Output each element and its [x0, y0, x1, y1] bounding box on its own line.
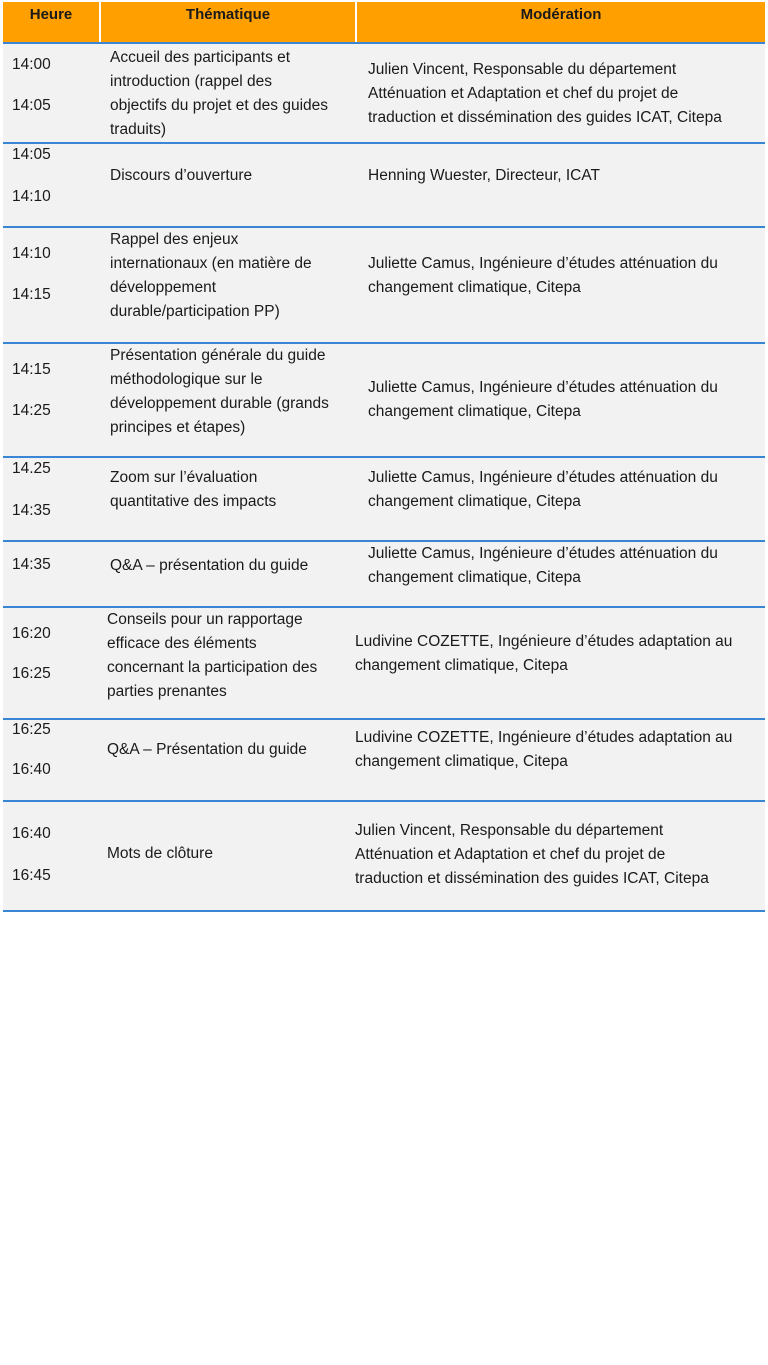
thematique-cell — [107, 608, 355, 704]
end-time: 16:25 — [12, 665, 51, 682]
moderation-line: Atténuation et Adaptation et chef du projet de — [355, 846, 666, 863]
thematique-line: quantitative des impacts — [110, 493, 277, 510]
moderation-cell — [368, 466, 763, 514]
start-time: 16:20 — [12, 625, 51, 642]
end-time: 14:35 — [12, 502, 51, 519]
start-time: 14:05 — [12, 146, 51, 163]
moderation-line: traduction et dissémination des guides ICAT, Citepa — [355, 870, 709, 887]
moderation-line: Juliette Camus, Ingénieure d’études atténuation du — [368, 469, 718, 486]
moderation-line: Juliette Camus, Ingénieure d’études atténuation du — [368, 255, 718, 272]
thematique-cell — [107, 842, 355, 866]
thematique-line: durable/participation PP) — [110, 303, 280, 320]
moderation-line: changement climatique, Citepa — [368, 569, 581, 586]
end-time: 16:45 — [12, 867, 51, 884]
start-time: 14:35 — [12, 556, 51, 573]
moderation-line: changement climatique, Citepa — [355, 753, 568, 770]
thematique-line: parties prenantes — [107, 683, 227, 700]
agenda-table — [3, 2, 765, 912]
table-header — [3, 2, 765, 44]
table-row — [3, 608, 765, 720]
thematique-line: Rappel des enjeux — [110, 231, 239, 248]
thematique-line: Discours d’ouverture — [110, 167, 253, 184]
moderation-line: Juliette Camus, Ingénieure d’études atténuation du — [368, 379, 718, 396]
thematique-cell — [110, 554, 358, 578]
moderation-cell — [355, 630, 750, 678]
thematique-line: objectifs du projet et des guides — [110, 97, 328, 114]
thematique-line: Zoom sur l’évaluation — [110, 469, 258, 486]
table-row — [3, 344, 765, 458]
moderation-cell — [368, 58, 763, 130]
thematique-line: Présentation générale du guide — [110, 347, 326, 364]
start-time: 16:25 — [12, 721, 51, 738]
thematique-line: principes et étapes) — [110, 419, 246, 436]
moderation-line: changement climatique, Citepa — [368, 403, 581, 420]
end-time: 16:40 — [12, 761, 51, 778]
table-row — [3, 458, 765, 542]
thematique-line: efficace des éléments — [107, 635, 257, 652]
moderation-line: Ludivine COZETTE, Ingénieure d’études adaptation au — [355, 729, 733, 746]
moderation-line: changement climatique, Citepa — [368, 279, 581, 296]
thematique-line: développement — [110, 279, 216, 296]
moderation-cell — [355, 726, 750, 774]
table-row — [3, 542, 765, 608]
moderation-line: changement climatique, Citepa — [368, 493, 581, 510]
moderation-cell — [368, 542, 763, 590]
thematique-cell — [110, 344, 358, 440]
thematique-cell — [110, 46, 358, 142]
end-time: 14:15 — [12, 286, 51, 303]
table-row — [3, 44, 765, 144]
header-moderation: Modération — [520, 6, 602, 23]
start-time: 14:10 — [12, 245, 51, 262]
thematique-line: Q&A – Présentation du guide — [107, 741, 307, 758]
table-row — [3, 228, 765, 344]
moderation-line: Ludivine COZETTE, Ingénieure d’études adaptation au — [355, 633, 733, 650]
table-row — [3, 144, 765, 228]
end-time: 14:05 — [12, 97, 51, 114]
moderation-line: Atténuation et Adaptation et chef du projet de — [368, 85, 679, 102]
moderation-line: Henning Wuester, Directeur, ICAT — [368, 167, 601, 184]
table-body — [3, 44, 765, 910]
moderation-line: traduction et dissémination des guides ICAT, Citepa — [368, 109, 722, 126]
thematique-line: Mots de clôture — [107, 845, 213, 862]
thematique-line: Conseils pour un rapportage — [107, 611, 303, 628]
thematique-line: traduits) — [110, 121, 166, 138]
start-time: 14:15 — [12, 361, 51, 378]
thematique-cell — [107, 738, 355, 762]
thematique-line: Accueil des participants et — [110, 49, 291, 66]
thematique-line: méthodologique sur le — [110, 371, 263, 388]
table-row — [3, 802, 765, 910]
moderation-cell — [368, 252, 763, 300]
start-time: 16:40 — [12, 825, 51, 842]
header-thematique: Thématique — [101, 2, 357, 42]
moderation-line: Julien Vincent, Responsable du département — [355, 822, 664, 839]
start-time: 14:00 — [12, 56, 51, 73]
moderation-line: changement climatique, Citepa — [355, 657, 568, 674]
thematique-line: concernant la participation des — [107, 659, 318, 676]
thematique-line: Q&A – présentation du guide — [110, 557, 309, 574]
thematique-cell — [110, 228, 358, 324]
end-time: 14:25 — [12, 402, 51, 419]
moderation-cell — [355, 819, 750, 891]
thematique-line: introduction (rappel des — [110, 73, 272, 90]
moderation-line: Julien Vincent, Responsable du département — [368, 61, 677, 78]
moderation-line: Juliette Camus, Ingénieure d’études atténuation du — [368, 545, 718, 562]
thematique-cell — [110, 164, 358, 188]
start-time: 14.25 — [12, 460, 51, 477]
thematique-line: internationaux (en matière de — [110, 255, 312, 272]
moderation-cell — [368, 376, 763, 424]
thematique-cell — [110, 466, 358, 514]
moderation-cell — [368, 164, 763, 188]
end-time: 14:10 — [12, 188, 51, 205]
header-heure: Heure — [3, 2, 101, 42]
table-row — [3, 720, 765, 802]
thematique-line: développement durable (grands — [110, 395, 329, 412]
